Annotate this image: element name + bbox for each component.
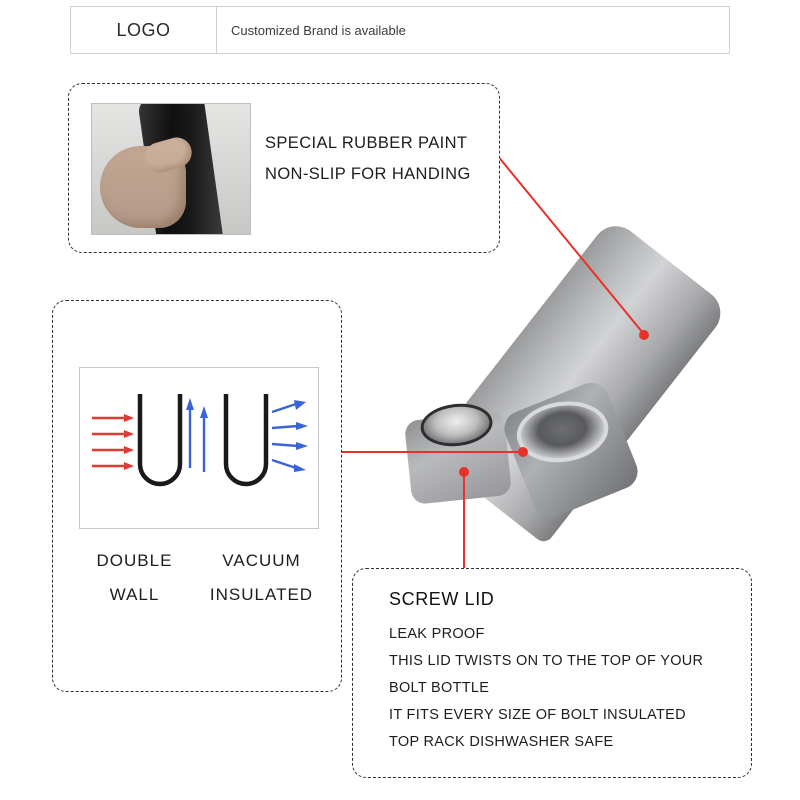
screw-line-3: BOLT BOTTLE xyxy=(389,680,490,696)
vacuum-line-1: VACUUM xyxy=(222,551,301,570)
double-wall-line-2: WALL xyxy=(109,585,160,604)
photo-shading xyxy=(92,104,250,234)
screw-lid-title: SCREW LID xyxy=(389,589,495,609)
brand-note: Customized Brand is available xyxy=(231,22,406,38)
screw-line-2: THIS LID TWISTS ON TO THE TOP OF YOUR xyxy=(389,653,704,669)
screw-line-4: IT FITS EVERY SIZE OF BOLT INSULATED xyxy=(389,707,686,723)
vacuum-insulated-label xyxy=(198,544,325,612)
hand-grip-photo xyxy=(91,103,251,235)
screw-line-1: LEAK PROOF xyxy=(389,626,485,642)
heat-flow-diagram-svg xyxy=(80,368,316,526)
panel-special-rubber-paint xyxy=(68,83,500,253)
panel-screw-lid xyxy=(352,568,752,778)
rubber-paint-text xyxy=(265,128,485,190)
vacuum-line-2: INSULATED xyxy=(209,585,314,604)
panel-double-wall-vacuum xyxy=(52,300,342,692)
heat-flow-diagram xyxy=(79,367,319,529)
rubber-line-2: NON-SLIP FOR HANDING xyxy=(265,165,471,183)
double-wall-label xyxy=(71,544,198,612)
screw-lid-description xyxy=(389,621,739,756)
rubber-line-1: SPECIAL RUBBER PAINT xyxy=(265,134,468,152)
screw-line-5: TOP RACK DISHWASHER SAFE xyxy=(389,734,614,750)
double-wall-line-1: DOUBLE xyxy=(96,551,173,570)
vacuum-labels xyxy=(71,544,325,612)
logo-placeholder: LOGO xyxy=(71,7,217,53)
